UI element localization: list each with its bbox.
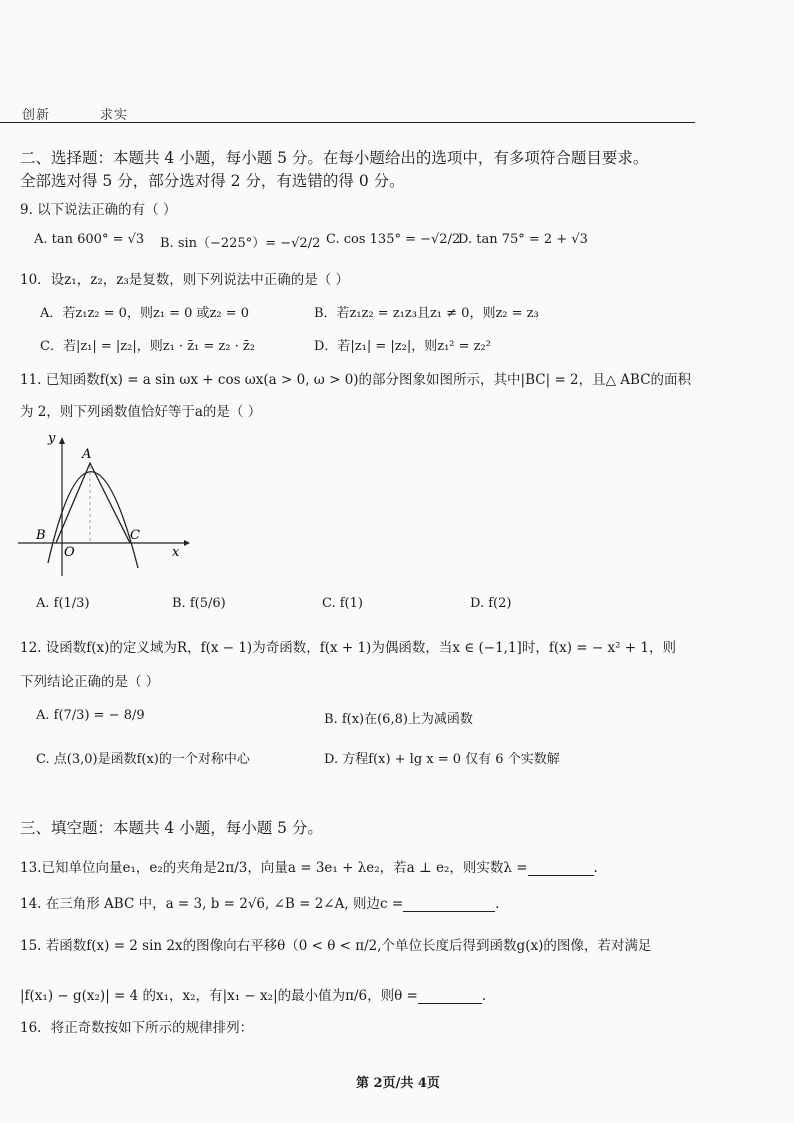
q10-stem: 10．设z₁，z₂，z₃是复数，则下列说法中正确的是（ ）	[20, 272, 350, 288]
q13-end: .	[593, 860, 598, 876]
q10-option-d: D．若|z₁| = |z₂|，则z₁² = z₂²	[314, 339, 491, 354]
graph-label-y: y	[48, 431, 56, 446]
q16-stem: 16．将正奇数按如下所示的规律排列：	[20, 1020, 254, 1036]
section2-title-line2: 全部选对得 5 分，部分选对得 2 分，有选错的得 0 分。	[20, 172, 405, 190]
q11-option-a: A. f(1/3)	[36, 596, 90, 611]
q15-answer-blank[interactable]	[418, 989, 482, 1004]
y-axis-arrow-icon	[59, 437, 65, 444]
q9-option-d: D. tan 75° = 2 + √3	[458, 232, 588, 247]
q15-stem-line1: 15. 若函数f(x) = 2 sin 2x的图像向右平移θ（0 < θ < π/2,个单位长度后得到函数g(x)的图像，若对满足	[20, 938, 652, 954]
q9-option-b: B. sin（−225°）= −√2/2	[160, 236, 321, 251]
section3-title: 三、填空题：本题共 4 小题，每小题 5 分。	[20, 819, 323, 837]
q10-option-a: A．若z₁z₂ = 0，则z₁ = 0 或z₂ = 0	[40, 306, 250, 321]
q14-answer-blank[interactable]	[403, 897, 495, 912]
q13-stem: 13.已知单位向量e₁，e₂的夹角是2π/3，向量a = 3e₁ + λe₂，若a ⊥ e₂，则实数λ =	[20, 860, 528, 876]
graph-label-c: C	[130, 528, 140, 543]
q12-option-d: D. 方程f(x) + lg x = 0 仅有 6 个实数解	[324, 752, 560, 767]
q14-stem: 14. 在三角形 ABC 中，a = 3, b = 2√6, ∠B = 2∠A, 则边c =	[20, 896, 404, 912]
q11-function-graph	[18, 428, 193, 578]
header-right: 求实	[100, 108, 129, 123]
graph-triangle-abc	[56, 463, 130, 543]
q12-stem-line1: 12. 设函数f(x)的定义域为R，f(x − 1)为奇函数，f(x + 1)为偶函数，当x ∈ (−1,1]时，f(x) = − x² + 1，则	[20, 640, 676, 656]
q11-option-b: B. f(5/6)	[172, 596, 226, 611]
q11-option-d: D. f(2)	[470, 596, 512, 611]
q15-row	[20, 984, 486, 1004]
x-axis-arrow-icon	[184, 540, 190, 546]
q12-stem-line2: 下列结论正确的是（ ）	[20, 674, 160, 690]
section2-title-line1: 二、选择题：本题共 4 小题，每小题 5 分。在每小题给出的选项中，有多项符合题目要求。	[20, 149, 649, 167]
graph-label-a: A	[82, 447, 92, 462]
q14-row	[20, 892, 499, 912]
q15-end: .	[481, 988, 487, 1004]
header-rule	[0, 122, 695, 123]
header-left: 创新	[22, 108, 51, 123]
q15-stem-line2: |f(x₁) − g(x₂)| = 4 的x₁，x₂，有|x₁ − x₂|的最小值为π/6，则θ =	[20, 988, 418, 1004]
q11-stem-line1: 11. 已知函数f(x) = a sin ωx + cos ωx(a > 0, ω > 0)的部分图象如图所示，其中|BC| = 2，且△ ABC的面积	[20, 372, 692, 388]
q13-answer-blank[interactable]	[528, 861, 594, 876]
graph-label-b: B	[36, 528, 46, 543]
q12-option-c: C. 点(3,0)是函数f(x)的一个对称中心	[36, 752, 250, 767]
q10-option-b: B．若z₁z₂ = z₁z₃且z₁ ≠ 0，则z₂ = z₃	[314, 306, 539, 321]
q9-option-c: C. cos 135° = −√2/2	[326, 232, 461, 247]
q9-option-a: A. tan 600° = √3	[34, 232, 145, 247]
q12-option-b: B. f(x)在(6,8)上为减函数	[324, 712, 473, 727]
graph-label-o: O	[64, 545, 75, 560]
q13-row	[20, 856, 598, 876]
q14-end: .	[495, 896, 500, 912]
graph-label-x: x	[172, 545, 180, 560]
page-footer: 第 2页/共 4页	[356, 1076, 440, 1091]
q11-stem-line2: 为 2，则下列函数值恰好等于a的是（ ）	[20, 404, 262, 420]
q11-option-c: C. f(1)	[322, 596, 363, 611]
q9-stem: 9. 以下说法正确的有（ ）	[20, 202, 177, 218]
q10-option-c: C．若|z₁| = |z₂|，则z₁ · z̄₁ = z₂ · z̄₂	[40, 339, 255, 354]
q12-option-a: A. f(7/3) = − 8/9	[36, 708, 145, 723]
